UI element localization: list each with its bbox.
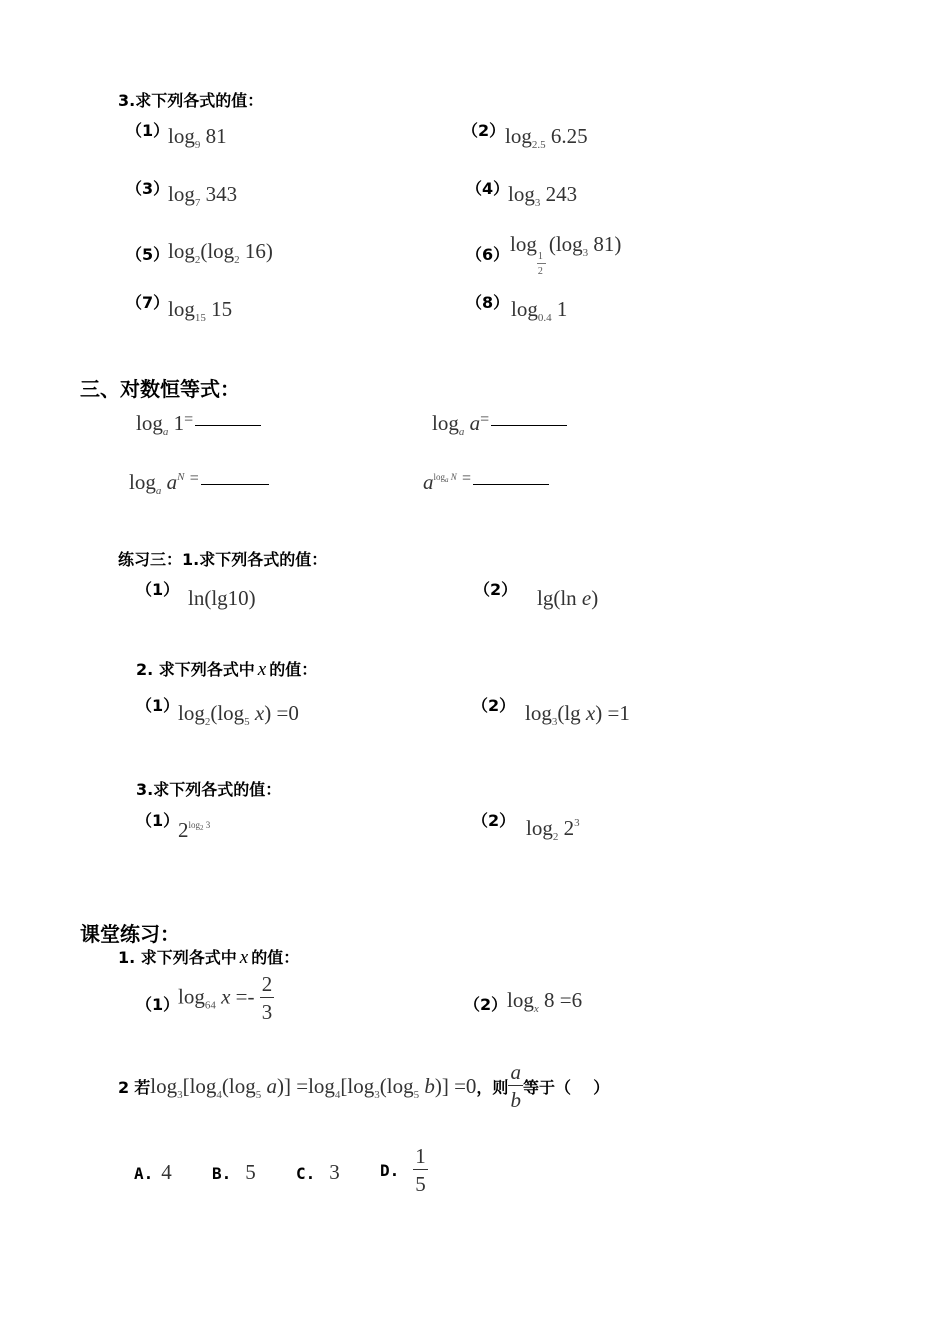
fn: log xyxy=(505,124,532,148)
fractional-log-base xyxy=(537,241,549,277)
log-base: a xyxy=(458,426,465,438)
identity-log-a-of-a-power-n xyxy=(129,470,269,497)
item-label: （5） xyxy=(126,245,170,264)
fraction-denominator: b xyxy=(510,1088,521,1112)
log-argument: 8 =6 xyxy=(543,988,583,1012)
fraction-numerator: 2 xyxy=(261,972,273,996)
choice-a[interactable] xyxy=(134,1160,172,1185)
log-base: 3 xyxy=(177,1089,183,1101)
item-label: （4） xyxy=(466,179,510,198)
exercise-3-question-2-heading xyxy=(136,657,317,681)
item-label: （3） xyxy=(126,179,170,198)
power-base: a xyxy=(166,470,178,494)
variable-a: a xyxy=(266,1074,277,1098)
inner-fn: (log xyxy=(210,701,245,725)
math-expression xyxy=(168,182,237,209)
log-base: 2.5 xyxy=(531,139,546,151)
inner-fn: (log xyxy=(548,232,583,256)
item-label: （1） xyxy=(126,121,170,140)
exp-log-argument: N xyxy=(450,472,457,482)
choice-b[interactable] xyxy=(212,1160,256,1185)
fn: log xyxy=(510,232,537,256)
exp-log-base: a xyxy=(445,476,449,484)
exp-log-argument: 3 xyxy=(205,820,211,830)
fn: log xyxy=(178,984,205,1009)
item-label: （2） xyxy=(472,696,516,715)
identity-log-a-of-a xyxy=(432,411,567,438)
choice-label: B. xyxy=(212,1164,232,1183)
inner-argument: 81) xyxy=(593,232,622,256)
fraction-denominator: 5 xyxy=(415,1172,426,1196)
exponent: N xyxy=(177,471,185,483)
item-label: （2） xyxy=(474,580,518,599)
fraction-a-over-b xyxy=(508,1062,523,1111)
math-expression: ln(lg10) xyxy=(188,586,256,610)
math-expression xyxy=(505,124,588,151)
question-number: 2 xyxy=(118,1078,130,1097)
math-expression xyxy=(168,297,232,324)
variable-b: b xyxy=(424,1074,435,1098)
power-base: a xyxy=(423,470,434,494)
item-label: （8） xyxy=(466,293,510,312)
equals-sign: = xyxy=(480,411,490,428)
equals-sign: =- xyxy=(230,984,260,1009)
expr-part: [log xyxy=(182,1074,217,1098)
exercise-3-question-3-heading: 3.求下列各式的值： xyxy=(136,780,282,799)
inner-log-base: 2 xyxy=(234,254,240,266)
heading-prefix: 2. 求下列各式中 xyxy=(136,660,255,679)
expr-part: )] =0 xyxy=(434,1074,477,1098)
answer-blank xyxy=(473,484,549,485)
answer-blank xyxy=(491,425,567,426)
log-base: 5 xyxy=(413,1089,420,1101)
inner-log-base: 5 xyxy=(244,716,250,728)
variable-x: x xyxy=(257,659,267,680)
math-expression xyxy=(178,701,299,728)
inner-fn: (log xyxy=(200,239,235,263)
fn: log xyxy=(168,297,195,321)
practice-question-1-heading xyxy=(118,945,299,969)
choice-c[interactable] xyxy=(296,1160,340,1185)
expr-part: (log xyxy=(221,1074,256,1098)
fn: log xyxy=(178,701,205,725)
log-base: 9 xyxy=(194,139,201,151)
log-base: 2 xyxy=(204,716,211,728)
log-argument: 6.25 xyxy=(550,124,588,148)
math-expression xyxy=(526,816,580,843)
fraction-numerator: a xyxy=(510,1060,521,1084)
expr-tail: ) =0 xyxy=(264,701,299,725)
math-expression xyxy=(178,818,210,843)
log-argument: 81 xyxy=(205,124,227,148)
item-label: （1） xyxy=(136,811,180,830)
question-word-then: ，则 xyxy=(476,1078,509,1097)
log-base: 3 xyxy=(374,1089,380,1101)
identity-log-a-of-1 xyxy=(136,411,261,438)
log-base: a xyxy=(155,485,162,497)
expr-prefix: lg(ln xyxy=(537,586,577,610)
math-expression xyxy=(511,297,567,324)
equals-sign: = xyxy=(189,470,199,487)
math-expression xyxy=(168,124,227,151)
log-base: 4 xyxy=(216,1089,222,1101)
fn: log xyxy=(525,701,552,725)
heading-suffix: 的值： xyxy=(269,660,318,679)
exercise-3-heading: 练习三：1.求下列各式的值： xyxy=(118,550,328,569)
item-label: （2） xyxy=(472,811,516,830)
power-base: 2 xyxy=(563,816,575,840)
log-base: 3 xyxy=(551,716,558,728)
heading-suffix: 的值： xyxy=(251,948,300,967)
log-base: a xyxy=(162,426,169,438)
math-expression xyxy=(525,701,630,728)
item-label: （7） xyxy=(126,293,170,312)
expr-part: [log xyxy=(340,1074,375,1098)
power-base: 2 xyxy=(178,818,189,842)
fn: log xyxy=(150,1074,178,1098)
log-base: 5 xyxy=(255,1089,262,1101)
fn: log xyxy=(168,182,195,206)
condition-expression xyxy=(150,1074,477,1101)
fn: log xyxy=(432,411,459,435)
expr-part: )] =log xyxy=(277,1074,335,1098)
exp-log-base: 2 xyxy=(200,824,204,832)
choice-value: 4 xyxy=(161,1160,172,1184)
math-expression xyxy=(510,232,622,277)
base-denominator: 2 xyxy=(537,266,543,277)
item-label: （1） xyxy=(136,696,180,715)
equals-sign: = xyxy=(184,411,194,428)
log-argument: 1 xyxy=(556,297,568,321)
variable-x: x xyxy=(254,701,265,725)
choice-d[interactable] xyxy=(380,1146,428,1195)
item-label: （6） xyxy=(466,245,510,264)
exp-fn: log xyxy=(188,820,201,830)
log-base: 3 xyxy=(534,197,541,209)
log-base: 64 xyxy=(204,999,216,1012)
exponent: 3 xyxy=(574,817,580,829)
fn: log xyxy=(507,988,534,1012)
log-base: 2 xyxy=(194,254,201,266)
log-base: 15 xyxy=(194,312,206,324)
variable-x: x xyxy=(585,701,596,725)
exponent xyxy=(189,820,211,830)
section-heading-class-practice: 课堂练习： xyxy=(80,922,180,946)
item-label: （2） xyxy=(464,995,508,1014)
exponent xyxy=(434,472,457,482)
variable-x: x xyxy=(239,947,249,968)
variable-x: x xyxy=(221,984,231,1009)
math-expression xyxy=(537,586,598,611)
base-fraction-bar xyxy=(537,263,546,264)
fn: log xyxy=(168,124,195,148)
choice-value: 5 xyxy=(245,1160,256,1184)
choice-label: D. xyxy=(380,1161,400,1180)
fraction xyxy=(260,974,275,1023)
expr-tail: ) =1 xyxy=(595,701,630,725)
log-argument: a xyxy=(469,411,481,435)
fn: log xyxy=(508,182,535,206)
answer-blank xyxy=(195,425,261,426)
fn: log xyxy=(511,297,538,321)
log-base: 4 xyxy=(334,1089,341,1101)
question-word-if: 若 xyxy=(134,1078,151,1097)
inner-argument: 16) xyxy=(244,239,273,263)
log-base: x xyxy=(533,1003,539,1015)
item-label: （1） xyxy=(136,995,180,1014)
base-numerator: 1 xyxy=(537,251,543,262)
fn: log xyxy=(168,239,195,263)
fraction-numerator: 1 xyxy=(415,1144,426,1168)
fraction-denominator: 3 xyxy=(261,1000,273,1024)
section-heading-log-identities: 三、对数恒等式： xyxy=(80,377,240,401)
choice-fraction xyxy=(413,1146,428,1195)
log-argument: 15 xyxy=(211,297,233,321)
choice-label: A. xyxy=(134,1164,154,1183)
expr-suffix: ) xyxy=(591,586,599,610)
variable-e: e xyxy=(581,586,592,610)
inner-log-base: 3 xyxy=(582,247,589,259)
log-argument: 343 xyxy=(205,182,238,206)
fn: log xyxy=(129,470,156,494)
practice-question-2 xyxy=(118,1062,609,1111)
math-expression xyxy=(178,974,274,1023)
expr-part: (log xyxy=(379,1074,414,1098)
section-heading-exercise-3: 3.求下列各式的值： xyxy=(118,91,264,110)
fn: log xyxy=(136,411,163,435)
log-argument: 243 xyxy=(545,182,578,206)
answer-blank xyxy=(201,484,269,485)
item-label: （1） xyxy=(136,580,180,599)
choice-value: 3 xyxy=(329,1160,340,1184)
math-expression xyxy=(168,239,273,266)
log-base: 2 xyxy=(552,831,559,843)
math-expression xyxy=(507,988,582,1015)
exp-fn: log xyxy=(433,472,446,482)
identity-a-power-log-a-n xyxy=(423,470,549,495)
choice-label: C. xyxy=(296,1164,316,1183)
item-label: （2） xyxy=(462,121,506,140)
log-base: 7 xyxy=(194,197,201,209)
inner-fn: (lg xyxy=(557,701,581,725)
heading-prefix: 1. 求下列各式中 xyxy=(118,948,237,967)
question-tail: 等于（ ） xyxy=(522,1078,610,1097)
fn: log xyxy=(526,816,553,840)
log-base: 0.4 xyxy=(537,312,552,324)
log-argument: 1 xyxy=(173,411,185,435)
math-expression xyxy=(508,182,577,209)
equals-sign: = xyxy=(462,470,472,487)
